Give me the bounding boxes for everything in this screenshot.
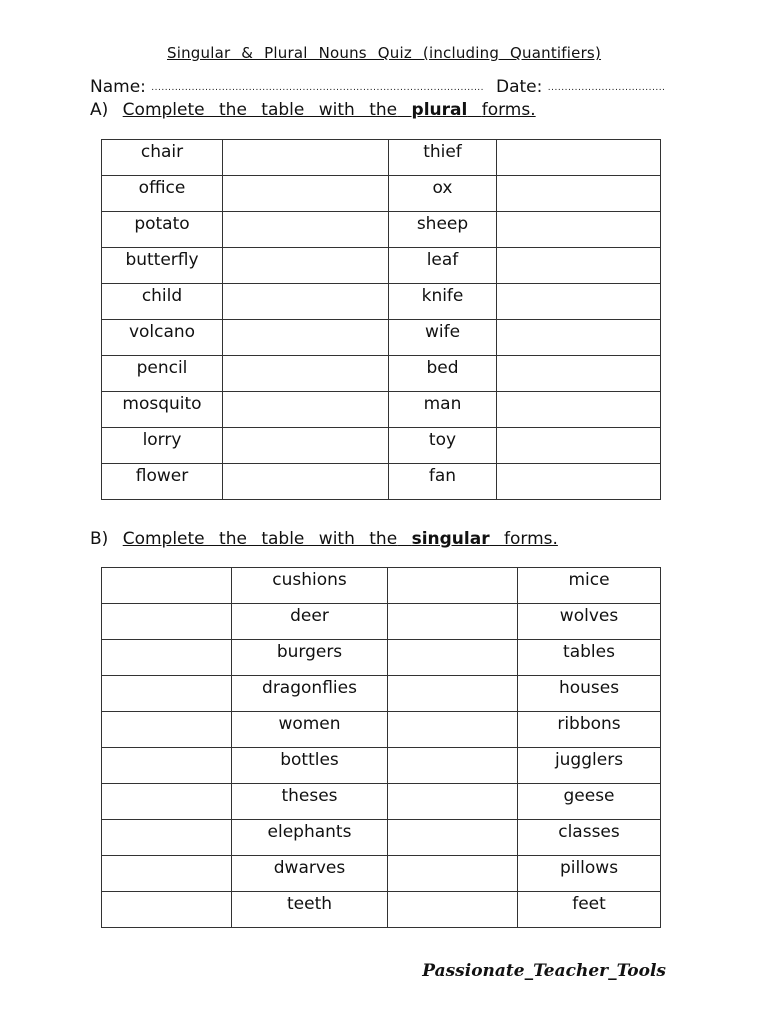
- table-row: [102, 856, 661, 892]
- table-row: [102, 140, 661, 176]
- answer-cell[interactable]: [497, 176, 661, 212]
- word-text: flower: [135, 466, 189, 486]
- answer-cell[interactable]: [388, 748, 518, 784]
- answer-cell[interactable]: [223, 428, 389, 464]
- word-text: mice: [568, 570, 610, 590]
- word-text: cushions: [272, 570, 347, 590]
- word-cell: [232, 892, 388, 928]
- answer-cell[interactable]: [388, 640, 518, 676]
- word-text: classes: [558, 822, 620, 842]
- answer-cell[interactable]: [497, 392, 661, 428]
- word-text: burgers: [276, 642, 343, 662]
- section-a-post: forms.: [481, 100, 536, 120]
- word-cell: [389, 176, 497, 212]
- table-row: [102, 176, 661, 212]
- answer-cell[interactable]: [223, 392, 389, 428]
- word-cell: [102, 464, 223, 500]
- word-cell: [389, 392, 497, 428]
- table-row: [102, 676, 661, 712]
- answer-cell[interactable]: [497, 248, 661, 284]
- section-a-heading: [90, 100, 536, 120]
- word-text: knife: [421, 286, 464, 306]
- word-text: bottles: [280, 750, 339, 770]
- table-row: [102, 284, 661, 320]
- quiz-title: Singular & Plural Nouns Quiz (including Quantifiers): [166, 44, 602, 62]
- answer-cell[interactable]: [223, 176, 389, 212]
- section-a-instruction: [123, 100, 536, 120]
- word-text: feet: [572, 894, 606, 914]
- word-text: butterfly: [125, 250, 199, 270]
- word-text: ox: [432, 178, 453, 198]
- word-cell: [102, 284, 223, 320]
- word-text: deer: [290, 606, 329, 626]
- table-row: [102, 820, 661, 856]
- word-cell: [518, 856, 661, 892]
- table-row: [102, 748, 661, 784]
- table-row: [102, 568, 661, 604]
- word-cell: [389, 464, 497, 500]
- answer-cell[interactable]: [497, 428, 661, 464]
- date-field[interactable]: [496, 77, 665, 97]
- word-text: toy: [428, 430, 457, 450]
- answer-cell[interactable]: [223, 140, 389, 176]
- table-row: [102, 784, 661, 820]
- word-text: leaf: [426, 250, 459, 270]
- table-row: [102, 248, 661, 284]
- answer-cell[interactable]: [388, 676, 518, 712]
- answer-cell[interactable]: [102, 640, 232, 676]
- word-text: volcano: [128, 322, 196, 342]
- answer-cell[interactable]: [223, 284, 389, 320]
- section-a-keyword: plural: [411, 100, 468, 120]
- table-row: [102, 356, 661, 392]
- table-row: [102, 640, 661, 676]
- word-cell: [518, 712, 661, 748]
- name-label: Name:: [90, 77, 146, 97]
- section-b-instruction: [123, 529, 558, 549]
- answer-cell[interactable]: [102, 676, 232, 712]
- answer-cell[interactable]: [388, 820, 518, 856]
- word-cell: [518, 820, 661, 856]
- word-cell: [518, 568, 661, 604]
- answer-cell[interactable]: [102, 784, 232, 820]
- word-cell: [518, 748, 661, 784]
- section-b-pre: Complete the table with the: [122, 529, 398, 549]
- word-cell: [389, 320, 497, 356]
- word-cell: [389, 212, 497, 248]
- word-cell: [389, 284, 497, 320]
- answer-cell[interactable]: [388, 604, 518, 640]
- word-cell: [232, 640, 388, 676]
- answer-cell[interactable]: [388, 856, 518, 892]
- word-cell: [518, 604, 661, 640]
- date-label: Date:: [496, 77, 543, 97]
- word-cell: [518, 892, 661, 928]
- answer-cell[interactable]: [102, 820, 232, 856]
- word-text: geese: [563, 786, 615, 806]
- word-cell: [232, 856, 388, 892]
- word-text: pillows: [559, 858, 619, 878]
- answer-cell[interactable]: [497, 320, 661, 356]
- table-row: [102, 464, 661, 500]
- word-text: ribbons: [557, 714, 621, 734]
- word-cell: [102, 212, 223, 248]
- answer-cell[interactable]: [388, 712, 518, 748]
- word-text: child: [141, 286, 183, 306]
- plural-table: [101, 139, 661, 500]
- section-b-heading: [90, 529, 558, 549]
- word-cell: [232, 748, 388, 784]
- word-cell: [389, 428, 497, 464]
- word-text: chair: [140, 142, 184, 162]
- section-b-post: forms.: [504, 529, 558, 549]
- answer-cell[interactable]: [223, 212, 389, 248]
- name-field[interactable]: [90, 77, 484, 97]
- word-cell: [232, 676, 388, 712]
- word-text: theses: [281, 786, 338, 806]
- footer-brand: Passionate_Teacher_Tools: [422, 961, 666, 981]
- answer-cell[interactable]: [497, 356, 661, 392]
- word-text: houses: [558, 678, 620, 698]
- table-row: [102, 428, 661, 464]
- answer-cell[interactable]: [102, 604, 232, 640]
- answer-cell[interactable]: [223, 464, 389, 500]
- word-text: bed: [426, 358, 459, 378]
- word-text: dragonflies: [262, 678, 357, 698]
- section-b-keyword: singular: [411, 529, 490, 549]
- table-row: [102, 392, 661, 428]
- table-row: [102, 320, 661, 356]
- word-cell: [518, 676, 661, 712]
- section-a-pre: Complete the table with the: [122, 100, 398, 120]
- word-cell: [389, 248, 497, 284]
- answer-cell[interactable]: [388, 892, 518, 928]
- section-a-letter: A): [90, 100, 109, 120]
- answer-cell[interactable]: [497, 212, 661, 248]
- word-text: fan: [428, 466, 457, 486]
- answer-cell[interactable]: [388, 784, 518, 820]
- answer-cell[interactable]: [102, 892, 232, 928]
- word-text: lorry: [142, 430, 182, 450]
- answer-cell[interactable]: [497, 464, 661, 500]
- word-cell: [102, 176, 223, 212]
- word-text: elephants: [267, 822, 352, 842]
- word-text: dwarves: [273, 858, 346, 878]
- word-cell: [102, 140, 223, 176]
- word-cell: [232, 712, 388, 748]
- word-text: tables: [563, 642, 615, 662]
- word-cell: [518, 640, 661, 676]
- answer-cell[interactable]: [102, 568, 232, 604]
- word-text: women: [278, 714, 341, 734]
- answer-cell[interactable]: [102, 856, 232, 892]
- word-cell: [232, 604, 388, 640]
- word-text: teeth: [286, 894, 333, 914]
- word-cell: [232, 568, 388, 604]
- singular-table: [101, 567, 661, 928]
- word-text: office: [138, 178, 186, 198]
- word-text: potato: [134, 214, 190, 234]
- word-cell: [518, 784, 661, 820]
- word-cell: [232, 784, 388, 820]
- section-b-letter: B): [90, 529, 109, 549]
- word-cell: [102, 248, 223, 284]
- word-cell: [102, 356, 223, 392]
- answer-cell[interactable]: [497, 284, 661, 320]
- table-row: [102, 892, 661, 928]
- word-text: thief: [423, 142, 462, 162]
- answer-cell[interactable]: [102, 748, 232, 784]
- word-cell: [232, 820, 388, 856]
- table-row: [102, 604, 661, 640]
- table-row: [102, 712, 661, 748]
- answer-cell[interactable]: [497, 140, 661, 176]
- word-cell: [389, 356, 497, 392]
- word-text: pencil: [136, 358, 188, 378]
- word-cell: [102, 392, 223, 428]
- answer-cell[interactable]: [223, 248, 389, 284]
- answer-cell[interactable]: [388, 568, 518, 604]
- word-text: wolves: [559, 606, 619, 626]
- name-dots: ...................................................................................................: [151, 83, 485, 93]
- word-cell: [389, 140, 497, 176]
- table-row: [102, 212, 661, 248]
- answer-cell[interactable]: [102, 712, 232, 748]
- word-text: wife: [424, 322, 461, 342]
- word-text: mosquito: [122, 394, 202, 414]
- word-cell: [102, 320, 223, 356]
- word-cell: [102, 428, 223, 464]
- word-text: sheep: [416, 214, 469, 234]
- word-text: jugglers: [554, 750, 624, 770]
- word-text: man: [423, 394, 462, 414]
- date-dots: ...................................: [547, 83, 666, 93]
- answer-cell[interactable]: [223, 320, 389, 356]
- answer-cell[interactable]: [223, 356, 389, 392]
